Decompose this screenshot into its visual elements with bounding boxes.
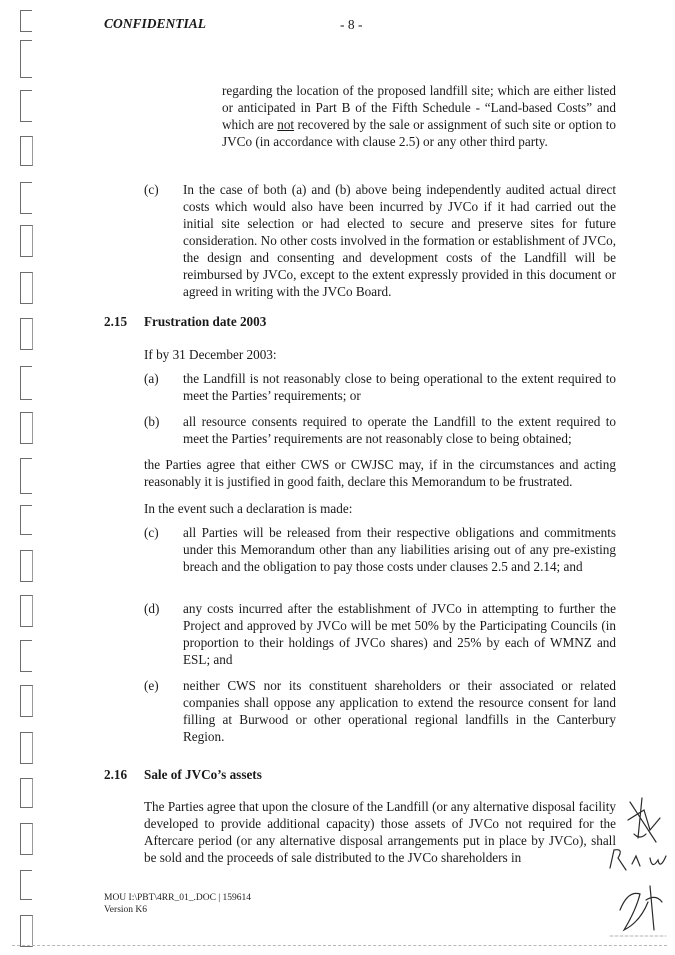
page-number: - 8 - xyxy=(340,17,363,32)
item-c-label: (c) xyxy=(144,182,159,197)
section-2-15-event: In the event such a declaration is made: xyxy=(144,501,353,516)
item-e-label: (e) xyxy=(144,678,159,693)
footer xyxy=(104,892,251,916)
item-d-text: any costs incurred after the establishment of JVCo in attempting to further the Project and approved by JVCo will be met 50% by the Participating Councils (in proportion to their holdings of JVCo shares) and 25% by each of WMNZ and ESL; and xyxy=(183,601,616,667)
section-title-2-16: Sale of JVCo’s assets xyxy=(144,767,262,782)
paragraph-c: In the case of both (a) and (b) above being independently audited actual direct costs which would also have been incurred by JVCo if it had carried out the initial site selection or had elected to secure and preserve sites for future consideration. No other costs involved in the formation or establishment of JVCo, the design and consenting and development costs of the Landfill will be reimbursed by JVCo, except to the extent expressly provided in this document or agreed in writing with the JVCo Board. xyxy=(183,182,616,299)
item-a-text: the Landfill is not reasonably close to being operational to the extent required to meet the Parties’ requirements; or xyxy=(183,371,616,403)
item-c2-label: (c) xyxy=(144,525,159,540)
item-c2-text: all Parties will be released from their respective obligations and commitments under this Memorandum other than any liabilities arising out of any pre-existing breach and the obligation to pay those costs under clauses 2.5 and 2.14; and xyxy=(183,525,616,574)
item-b-label: (b) xyxy=(144,414,160,429)
handwritten-initials xyxy=(600,790,670,950)
paragraph-b-continuation: regarding the location of the proposed landfill site; which are either listed or anticipated in Part B of the Fifth Schedule - “Land-based Costs” and which are not recovered by the sale or assignment of such site or option to JVCo (in accordance with clause 2.5) or any other third party. xyxy=(222,83,616,149)
section-number-2-15: 2.15 xyxy=(104,314,128,329)
section-2-15-intro: If by 31 December 2003: xyxy=(144,347,277,362)
bottom-rule xyxy=(12,945,667,946)
emphasis-not: not xyxy=(277,117,295,132)
section-2-16-text: The Parties agree that upon the closure of the Landfill (or any alternative disposal facility developed to provide additional capacity) those assets of JVCo not required for the Aftercare period (or any alternative disposal arrangements put in place by JVCo), shall be sold and the proceeds of sale distributed to the JVCo shareholders in xyxy=(144,799,616,865)
section-title-2-15: Frustration date 2003 xyxy=(144,314,267,329)
item-d-label: (d) xyxy=(144,601,160,616)
footer-version: Version K6 xyxy=(104,905,148,915)
section-2-15-agreement: the Parties agree that either CWS or CWJSC may, if in the circumstances and acting reasonably it is justified in good faith, declare this Memorandum to be frustrated. xyxy=(144,457,616,489)
item-b-text: all resource consents required to operate the Landfill to the extent required to meet the Parties’ requirements are not reasonably close to being obtained; xyxy=(183,414,616,446)
item-a-label: (a) xyxy=(144,371,159,386)
confidential-header: CONFIDENTIAL xyxy=(104,16,207,31)
footer-document-ref: MOU I:\PBT\4RR_01_.DOC | 159614 xyxy=(104,893,252,903)
section-number-2-16: 2.16 xyxy=(104,767,128,782)
item-e-text: neither CWS nor its constituent shareholders or their associated or related companies shall oppose any application to extend the resource consent for land filling at Burwood or other operational regional landfills in the Canterbury Region. xyxy=(183,678,616,744)
